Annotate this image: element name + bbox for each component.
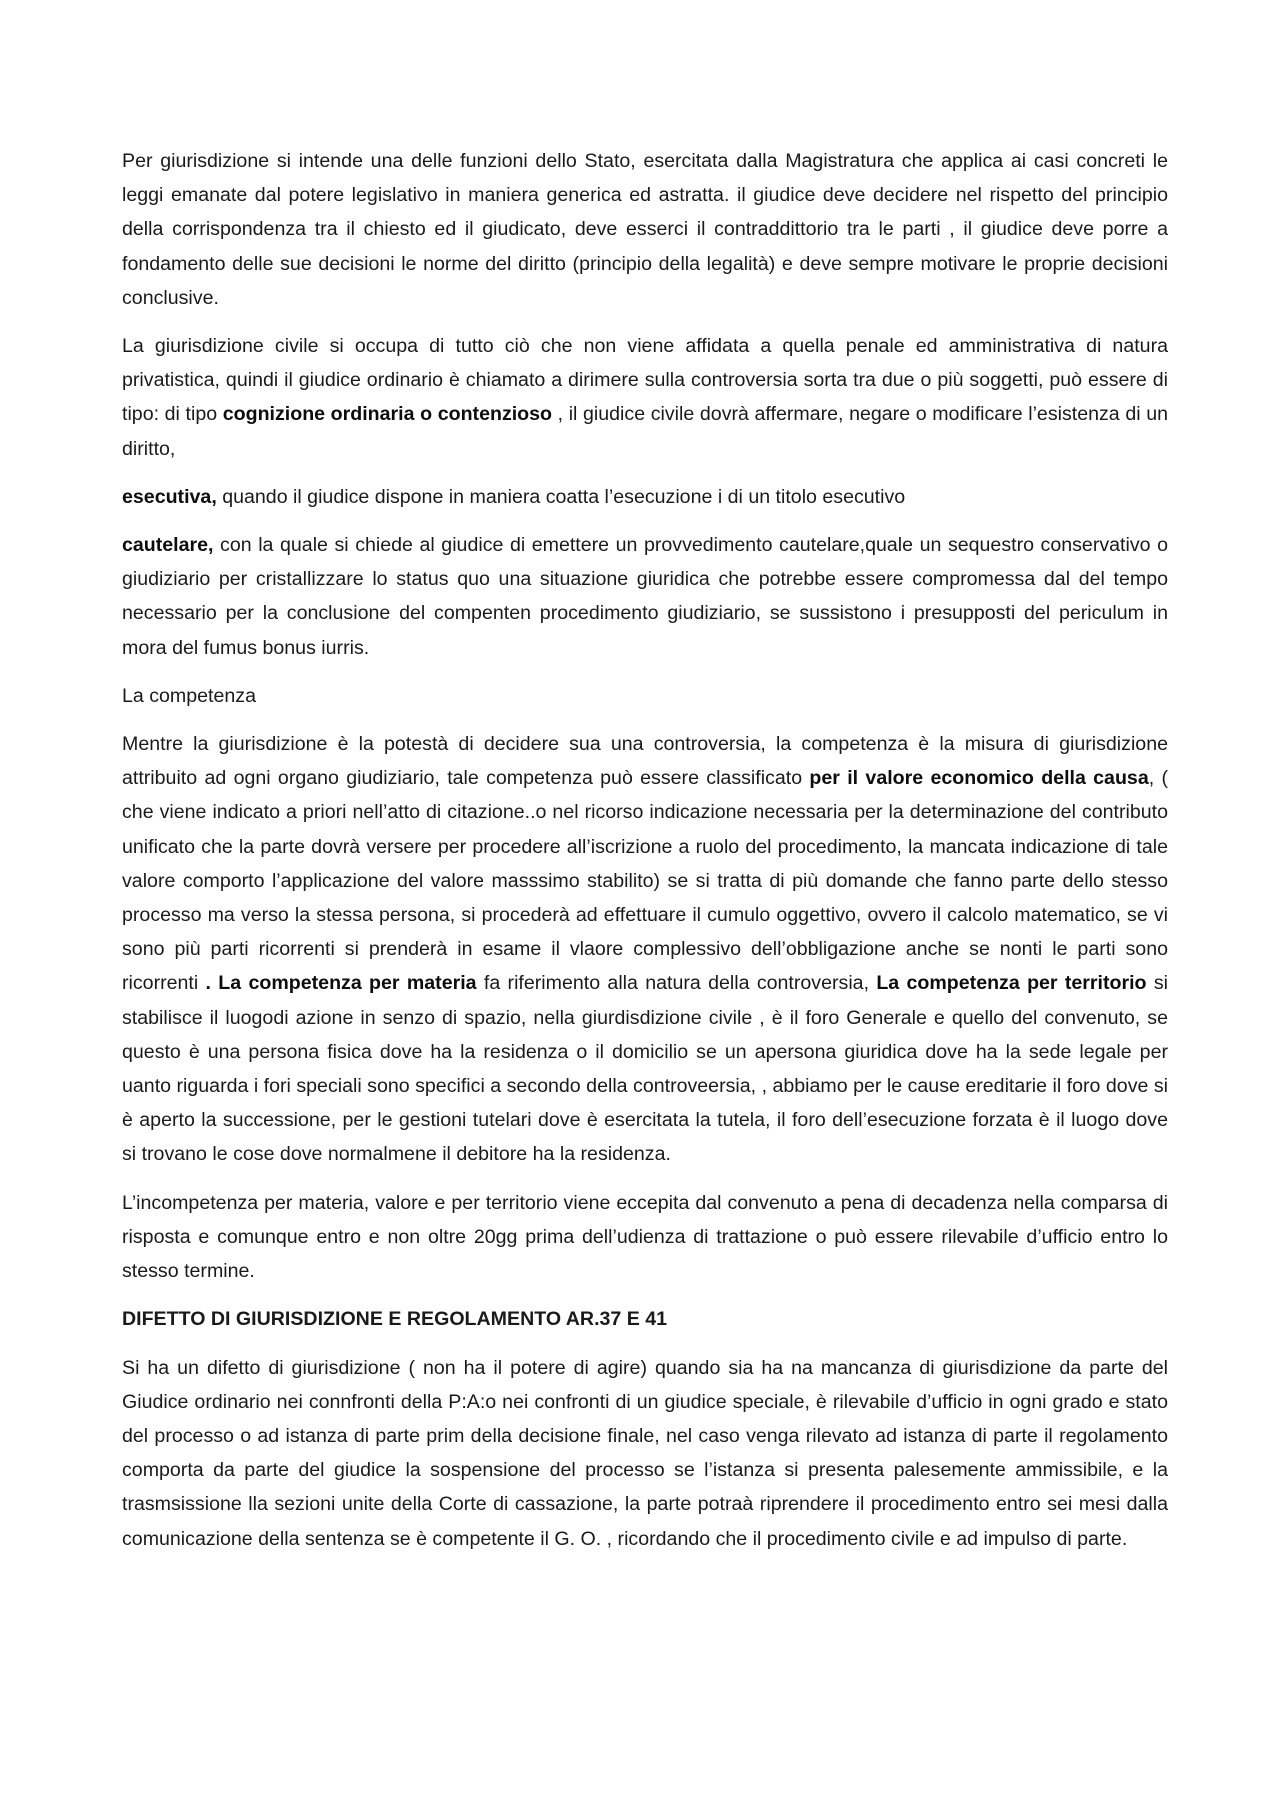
text-span: La giurisdizione civile si occupa di tutto ciò che non viene affidata a quella penale ed amministrativa di natura privatistica, quindi il giudice ordinario è chiamato a dirimere sulla controversia sorta tra due o più soggetti, può essere di tipo: di tipo bbox=[122, 335, 1168, 426]
paragraph-competenza bbox=[122, 727, 1168, 1172]
text-span: Mentre la giurisdizione è la potestà di decidere sua una controversia, la competenza è la misura di giurisdizione attribuito ad ogni organo giudiziario, tale competenza può essere classificato bbox=[122, 733, 1168, 790]
bold-term-cautelare: cautelare, bbox=[122, 534, 214, 557]
paragraph-incompetenza: L’incompetenza per materia, valore e per territorio viene eccepita dal convenuto a pena di decadenza nella comparsa di risposta e comunque entro e non oltre 20gg prima dell’udienza di trattazione o può essere rilevabile d’ufficio entro lo stesso termine. bbox=[122, 1191, 1168, 1283]
document-body bbox=[122, 144, 1168, 1570]
paragraph-cautelare bbox=[122, 528, 1168, 665]
section-title-competenza: La competenza bbox=[122, 684, 256, 707]
text-span: , il giudice civile dovrà affermare, negare o modificare l’esistenza di un diritto, bbox=[122, 403, 1168, 460]
bold-term-cognizione: cognizione ordinaria o contenzioso bbox=[222, 403, 553, 426]
bold-term-esecutiva: esecutiva, bbox=[122, 485, 217, 508]
text-span: fa riferimento alla natura della controversia, bbox=[476, 972, 877, 995]
section-heading-difetto: DIFETTO DI GIURISDIZIONE E REGOLAMENTO AR.37 E 41 bbox=[122, 1308, 668, 1331]
text-span: quando il giudice dispone in maniera coatta l’esecuzione i di un titolo esecutivo bbox=[216, 485, 906, 508]
paragraph-difetto-giurisdizione: Si ha un difetto di giurisdizione ( non ha il potere di agire) quando sia ha na mancanza di giurisdizione da parte del Giudice ordinario nei connfronti della P:A:o nei confronti di un giudice speciale, è rilevabile d’ufficio in ogni grado e stato del processo o ad istanza di parte prim della decisione finale, nel caso venga rilevato ad istanza di parte il regolamento comporta da parte del giudice la sospensione del processo se l’istanza si presenta palesemente ammissibile, e la trasmsissione lla sezioni unite della Corte di cassazione, la parte potraà riprendere il procedimento entro sei mesi dalla comunicazione della sentenza se è competente il G. O. , ricordando che il procedimento civile e ad impulso di parte. bbox=[122, 1356, 1168, 1550]
bold-term-territorio: La competenza per territorio bbox=[876, 972, 1147, 995]
text-span: , ( che viene indicato a priori nell’atto di citazione..o nel ricorso indicazione necessaria per la determinazione del contributo unificato che la parte dovrà versere per procedere all’iscrizione a ruolo del procedimento, la mancata indicazione di tale valore comporto l’applicazione del valore masssimo stabilito) se si tratta di più domande che fanno parte dello stesso processo ma verso la stessa persona, si procederà ad effettuare il cumulo oggettivo, ovvero il calcolo matematico, se vi sono più parti ricorrenti si prenderà in esame il vlaore complessivo dell’obbligazione anche se nonti le parti sono ricorrenti bbox=[122, 767, 1168, 995]
paragraph-esecutiva bbox=[122, 480, 1168, 514]
paragraph-giurisdizione-definition: Per giurisdizione si intende una delle funzioni dello Stato, esercitata dalla Magistratura che applica ai casi concreti le leggi emanate dal potere legislativo in maniera generica ed astratta. il giudice deve decidere nel rispetto del principio della corrispondenza tra il chiesto ed il giudicato, deve esserci il contraddittorio tra le parti , il giudice deve porre a fondamento delle sue decisioni le norme del diritto (principio della legalità) e deve sempre motivare le proprie decisioni conclusive. bbox=[122, 150, 1168, 309]
paragraph-giurisdizione-civile bbox=[122, 329, 1168, 466]
text-span: si stabilisce il luogodi azione in senzo di spazio, nella giurdisdizione civile , è il foro Generale e quello del convenuto, se questo è una persona fisica dove ha la residenza o il domicilio se un apersona giuridica dove ha la sede legale per uanto riguarda i fori speciali sono specifici a secondo della controveersia, , abbiamo per le cause ereditarie il foro dove si è aperto la successione, per le gestioni tutelari dove è esercitata la tutela, il foro dell’esecuzione forzata è il luogo dove si trovano le cose dove normalmene il debitore ha la residenza. bbox=[122, 972, 1168, 1166]
bold-term-materia: . La competenza per materia bbox=[205, 972, 477, 995]
bold-term-valore: per il valore economico della causa bbox=[809, 767, 1149, 790]
text-span: con la quale si chiede al giudice di emettere un provvedimento cautelare,quale un sequestro conservativo o giudiziario per cristallizzare lo status quo una situazione giuridica che potrebbe essere compromessa dal del tempo necessario per la conclusione del compenten procedimento giudiziario, se sussistono i presupposti del periculum in mora del fumus bonus iurris. bbox=[122, 534, 1168, 659]
